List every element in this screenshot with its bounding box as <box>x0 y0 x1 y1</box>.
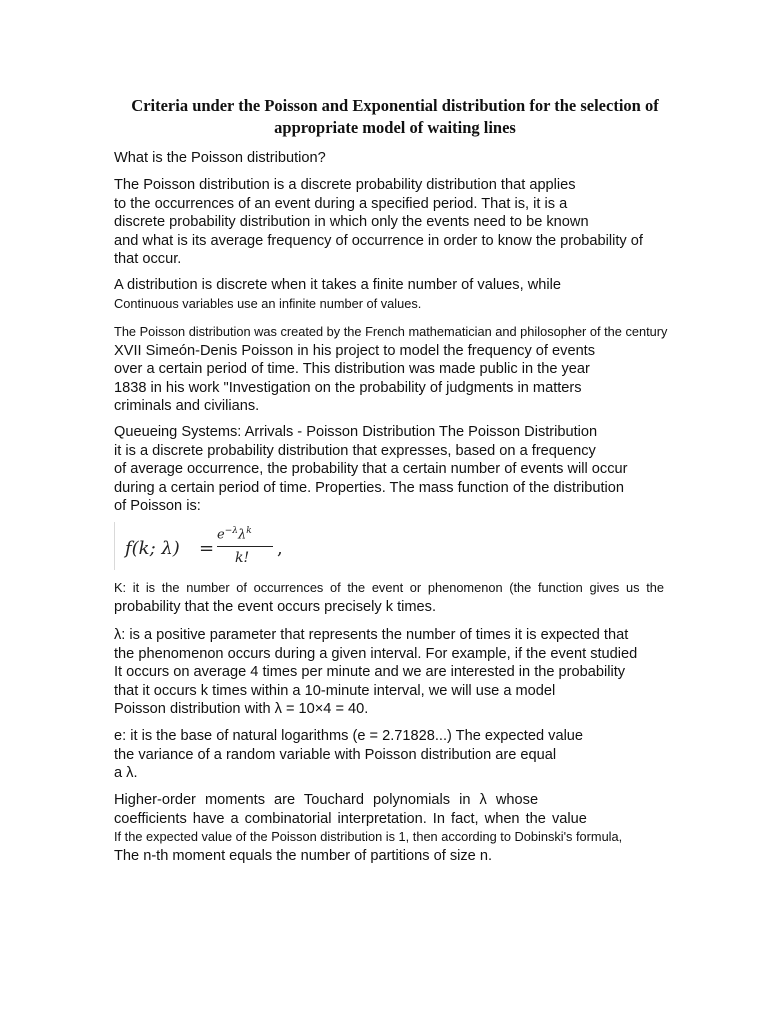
formula-comma: , <box>277 538 283 559</box>
paragraph-poisson-definition <box>114 176 714 269</box>
paragraph-discrete <box>114 276 714 313</box>
text-line: Poisson distribution with λ = 10×4 = 40. <box>114 701 369 717</box>
formula-e: e <box>217 527 225 543</box>
text-line: during a certain period of time. Properties. The mass function of the distribution <box>114 479 624 496</box>
text-line: It occurs on average 4 times per minute and we are interested in the probability <box>114 664 626 680</box>
paragraph-e-definition <box>114 727 714 783</box>
text-line: The Poisson distribution was created by the French mathematician and philosopher of the century <box>114 324 668 339</box>
text-line: the variance of a random variable with Poisson distribution are equal <box>114 746 557 763</box>
title-line-1: Criteria under the Poisson and Exponential distribution for the selection of <box>131 96 659 115</box>
text-line: of Poisson is: <box>114 498 201 514</box>
text-line: of average occurrence, the probability that a certain number of events will occur <box>114 461 628 477</box>
text-line: If the expected value of the Poisson distribution is 1, then according to Dobinski's formula, <box>114 829 623 844</box>
text-line: and what is its average frequency of occurrence in order to know the probability of <box>114 232 643 249</box>
formula-numerator <box>217 526 252 542</box>
text-line: The n-th moment equals the number of partitions of size n. <box>114 847 493 864</box>
formula-k-exponent: k <box>246 526 252 536</box>
text-line: λ: is a positive parameter that represents the number of times it is expected that <box>114 627 629 643</box>
document-title <box>100 95 690 139</box>
formula-lhs: f(k; λ) <box>125 538 180 559</box>
text-line: it is a discrete probability distribution that expresses, based on a frequency <box>114 442 596 459</box>
text-line: K: it is the number of occurrences of the event or phenomenon (the function gives us the <box>114 580 664 595</box>
text-line: to the occurrences of an event during a specified period. That is, it is a <box>114 195 568 212</box>
paragraph-k-definition <box>114 579 714 616</box>
text-line: e: it is the base of natural logarithms (e = 2.71828...) The expected value <box>114 728 584 744</box>
text-line: probability that the event occurs precisely k times. <box>114 598 437 615</box>
text-line: A distribution is discrete when it takes a finite number of values, while <box>114 277 561 293</box>
text-line: Higher-order moments are Touchard polynomials in λ whose <box>114 792 539 808</box>
text-line: Continuous variables use an infinite number of values. <box>114 295 422 311</box>
text-line: 1838 in his work "Investigation on the probability of judgments in matters <box>114 379 582 396</box>
formula-exponent: −λ <box>224 526 238 536</box>
formula-lambda: λ <box>237 527 247 543</box>
text-line: that occur. <box>114 251 182 267</box>
text-line: the phenomenon occurs during a given interval. For example, if the event studied <box>114 645 638 662</box>
paragraph-queueing <box>114 423 714 516</box>
title-line-2: appropriate model of waiting lines <box>274 118 516 137</box>
text-line: discrete probability distribution in which only the events need to be known <box>114 214 589 230</box>
paragraph-history <box>114 323 714 416</box>
paragraph-moments <box>114 791 714 865</box>
paragraph-lambda-definition <box>114 626 714 719</box>
text-line: Queueing Systems: Arrivals - Poisson Distribution The Poisson Distribution <box>114 424 598 440</box>
text-line: that it occurs k times within a 10-minute interval, we will use a model <box>114 682 556 699</box>
text-line: coefficients have a combinatorial interpretation. In fact, when the value <box>114 810 587 827</box>
formula-equals: = <box>199 538 215 559</box>
text-line: a λ. <box>114 765 138 781</box>
text-line: The Poisson distribution is a discrete probability distribution that applies <box>114 177 576 193</box>
text-line: criminals and civilians. <box>114 398 260 414</box>
fraction-bar <box>217 546 273 547</box>
poisson-mass-function-formula <box>114 522 305 570</box>
section-heading: What is the Poisson distribution? <box>114 150 326 166</box>
formula-denominator: k! <box>235 550 250 566</box>
text-line: over a certain period of time. This distribution was made public in the year <box>114 361 590 377</box>
text-line: XVII Simeón-Denis Poisson in his project to model the frequency of events <box>114 342 596 359</box>
